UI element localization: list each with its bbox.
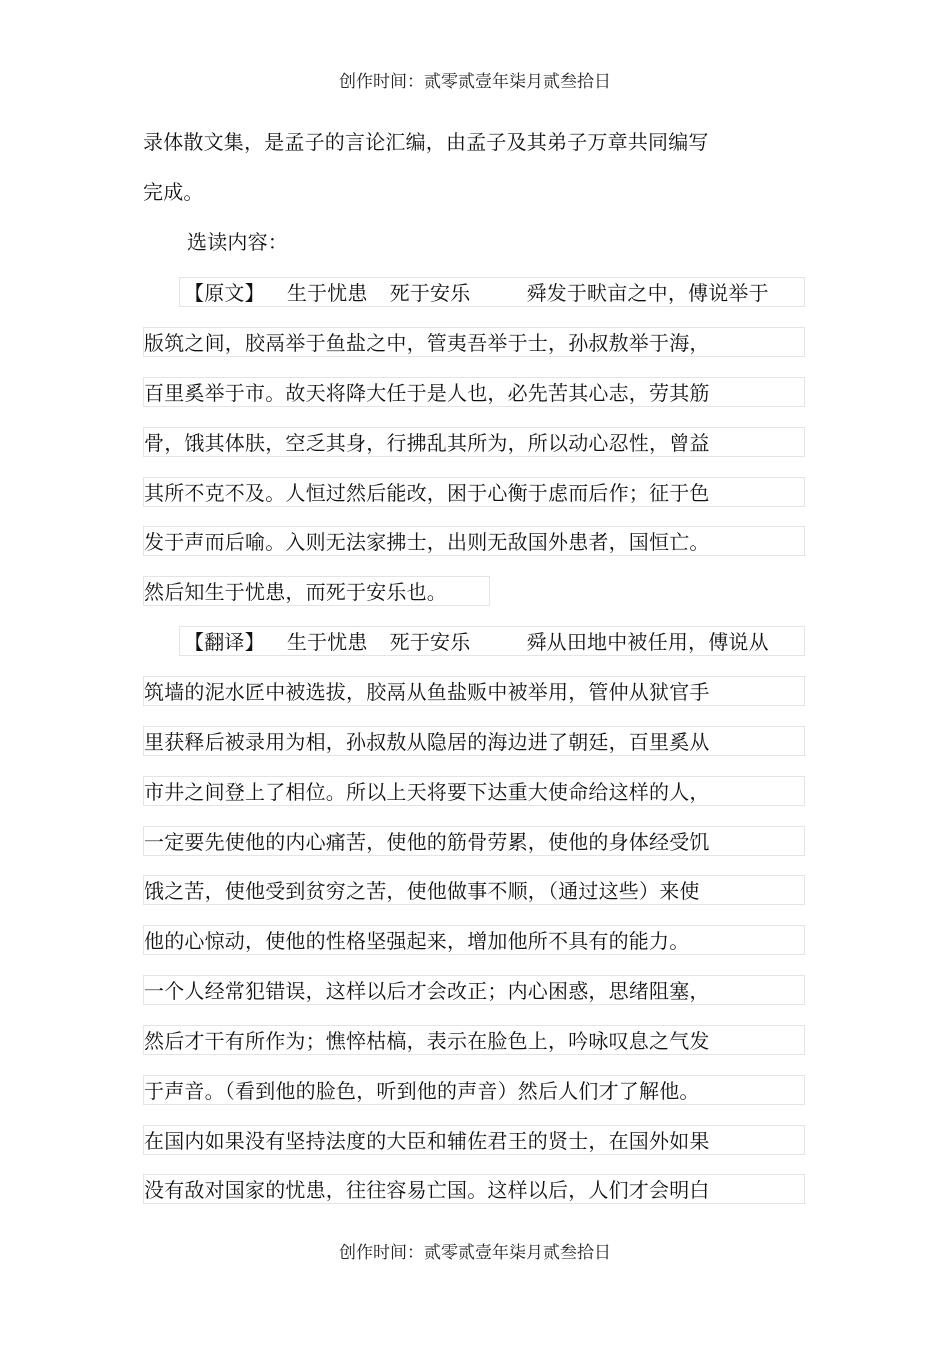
original-first-text: 舜发于畎亩之中，傅说举于 xyxy=(526,281,769,305)
original-line: 然后知生于忧患，而死于安乐也。 xyxy=(143,576,490,606)
translation-tag: 【翻译】 xyxy=(184,630,265,654)
translation-title-a: 生于忧患 xyxy=(286,630,368,654)
original-title-a: 生于忧患 xyxy=(286,281,368,305)
translation-line: 没有敌对国家的忧患，往往容易亡国。这样以后，人们才会明白 xyxy=(143,1174,805,1204)
original-tag: 【原文】 xyxy=(184,281,265,305)
translation-line: 里获释后被录用为相，孙叔敖从隐居的海边进了朝廷，百里奚从 xyxy=(143,726,805,756)
original-line: 版筑之间，胶鬲举于鱼盐之中，管夷吾举于士，孙叔敖举于海， xyxy=(143,327,805,357)
original-line: 百里奚举于市。故天将降大任于是人也，必先苦其心志，劳其筋 xyxy=(143,377,805,407)
translation-line: 筑墙的泥水匠中被选拔，胶鬲从鱼盐贩中被举用，管仲从狱官手 xyxy=(143,676,805,706)
translation-line: 在国内如果没有坚持法度的大臣和辅佐君王的贤士，在国外如果 xyxy=(143,1125,805,1155)
page-header: 创作时间：贰零贰壹年柒月贰叁拾日 xyxy=(339,72,611,92)
original-title-b: 死于安乐 xyxy=(389,281,471,305)
original-line: 其所不克不及。人恒过然后能改，困于心衡于虑而后作；征于色 xyxy=(143,477,805,507)
intro-line-2: 完成。 xyxy=(143,180,204,204)
intro-line-1: 录体散文集，是孟子的言论汇编，由孟子及其弟子万章共同编写 xyxy=(143,130,709,154)
translation-line: 于声音。（看到他的脸色，听到他的声音）然后人们才了解他。 xyxy=(143,1075,805,1105)
translation-line: 一个人经常犯错误，这样以后才会改正；内心困惑，思绪阻塞， xyxy=(143,975,805,1005)
original-first-line xyxy=(179,277,805,307)
translation-line: 他的心惊动，使他的性格坚强起来，增加他所不具有的能力。 xyxy=(143,925,805,955)
translation-line: 饿之苦，使他受到贫穷之苦，使他做事不顺，（通过这些）来使 xyxy=(143,875,805,905)
page-footer: 创作时间：贰零贰壹年柒月贰叁拾日 xyxy=(339,1243,611,1263)
translation-line: 一定要先使他的内心痛苦，使他的筋骨劳累，使他的身体经受饥 xyxy=(143,826,805,856)
section-label: 选读内容： xyxy=(187,230,288,254)
translation-title-b: 死于安乐 xyxy=(389,630,471,654)
original-line: 发于声而后喻。入则无法家拂士，出则无敌国外患者，国恒亡。 xyxy=(143,526,805,556)
translation-line: 市井之间登上了相位。所以上天将要下达重大使命给这样的人， xyxy=(143,776,805,806)
translation-first-text: 舜从田地中被任用，傅说从 xyxy=(526,630,769,654)
original-line: 骨，饿其体肤，空乏其身，行拂乱其所为，所以动心忍性，曾益 xyxy=(143,427,805,457)
translation-first-line xyxy=(179,626,805,656)
translation-line: 然后才干有所作为；憔悴枯槁，表示在脸色上，吟咏叹息之气发 xyxy=(143,1025,805,1055)
